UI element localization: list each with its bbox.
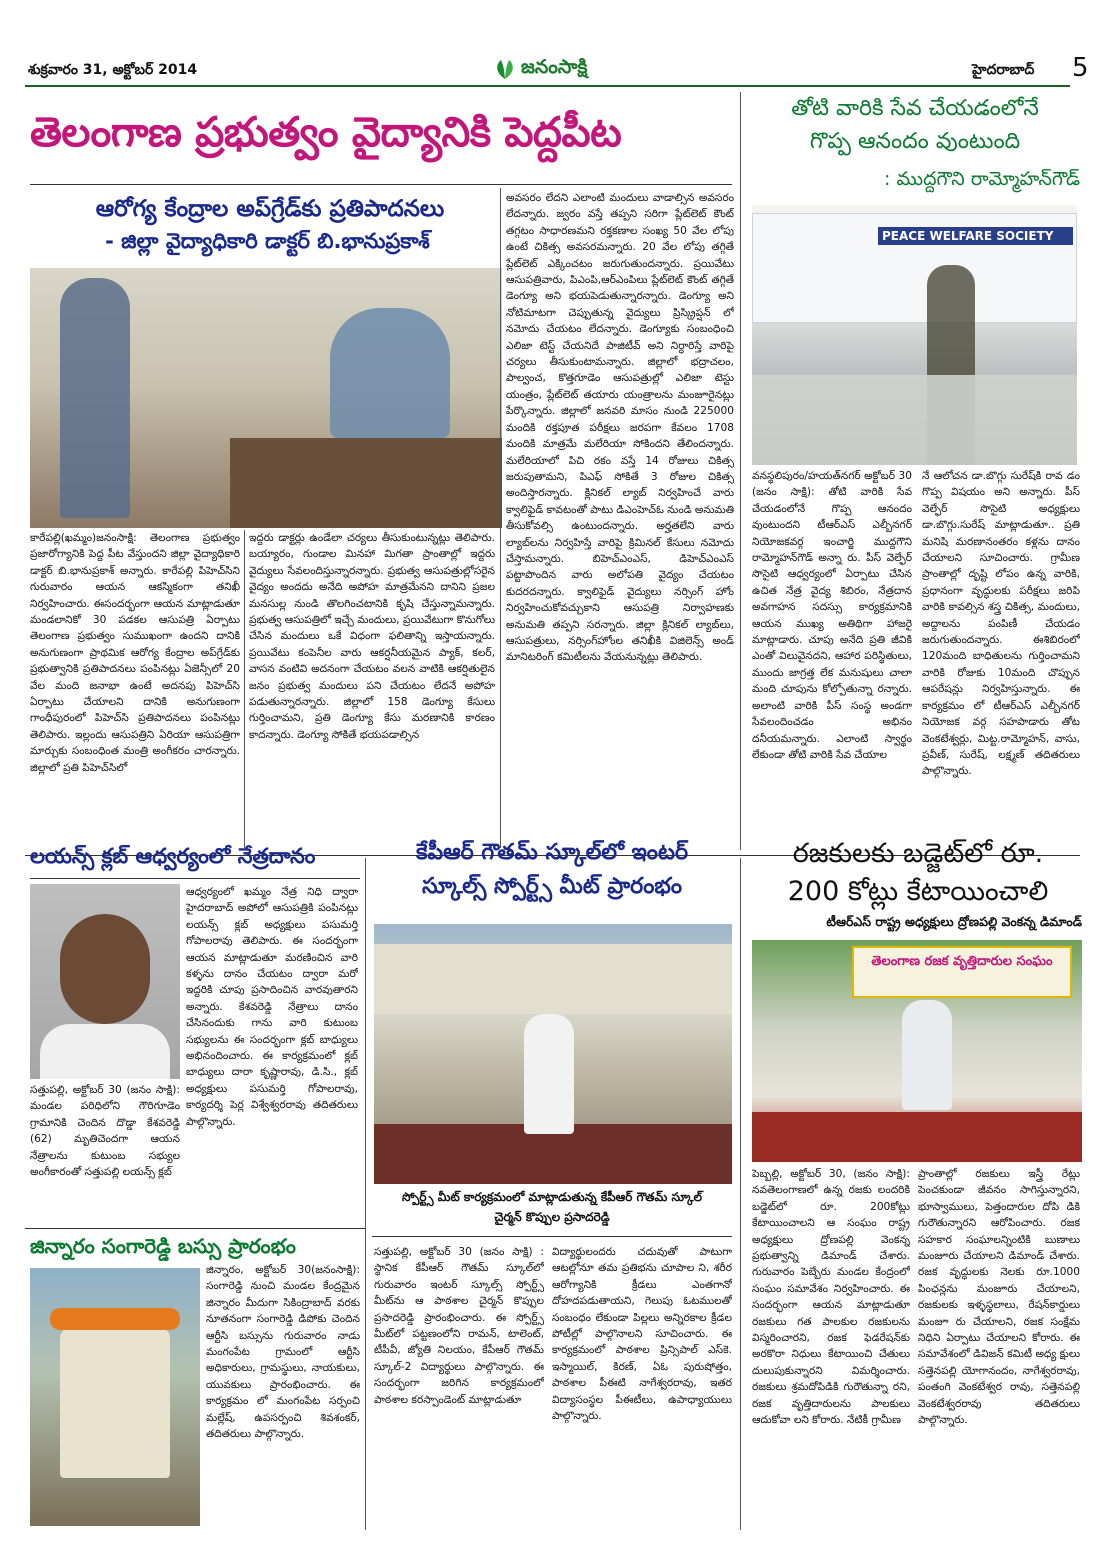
doctor-figure-seated: [330, 308, 450, 438]
chairman-figure: [524, 1014, 574, 1134]
col-divider: [740, 858, 741, 1530]
rajaka-body-right: ప్రాంతాల్లో రజకులు ఇస్త్రీ రేట్లు పెంచకుండా జీవనం సాగిస్తున్నారని, భూస్వాములు, పెత్తందారుల దోపి డికి గురౌతున్నారని ఆరోపించారు. రజక సహకార సంఘాలన్నింటికి బుణాలు మంజూరు చేయాలని డిమాండ్ చేశారు. రజక వృద్ధులకు నెలకు రూ.1000 పింఛన్లను మంజూరు చేయాలని, రజకులకు ఇళ్ళస్థలాలు, రేషన్‌కార్డులు మంజూ రు చేయాలని, రజక సంక్షేమ నిధిని ఏర్పాటు చేయాలని కోరారు. ఈ సమావేశంలో డివిజన్ కమిటీ అధ్య క్షులు సత్తెనపల్లి యోగానందం, నాగేశ్వరరావు, పంతంగి వెంకటేశ్వర రావు, సత్తెనపల్లి వెంకటేశ్వరరావు తదితరులు పాల్గొన్నారు.: [918, 1168, 1080, 1427]
lead-photo: [30, 268, 502, 528]
lead-subheadline-1: ఆరోగ్య కేంద్రాల అప్‌గ్రేడ్‌కు ప్రతిపాదనలు: [95, 196, 445, 222]
masthead-city: హైదరాబాద్: [972, 62, 1035, 78]
col-divider: [500, 188, 501, 848]
toti-banner-text: PEACE WELFARE SOCIETY: [878, 227, 1073, 245]
kpr-caption-1: స్పోర్ట్స్ మీట్ కార్యక్రమంలో మాట్లాడుతున్న కేపీఆర్ గౌతమ్ స్కూల్: [402, 1190, 702, 1204]
rajaka-headline-2: 200 కోట్లు కేటాయించాలి: [787, 876, 1049, 907]
portrait-face: [60, 914, 150, 1024]
toti-body-left: వనస్థలిపురం/హయత్‌నగర్ అక్టోబర్ 30 (జనం సాక్షి): తోటి వారికి సేవ చేయడంలోనే గొప్ప ఆనందం వుంటుందని టీఆర్ఎస్ ఎల్బీనగర్ నియోజకవర్గ ఇంచార్జి ముద్దగౌని రామ్మోహన్‌గౌడ్ అన్నా రు. పీస్ వెల్ఫేర్ సొసైటి ఆధ్వర్యంలో ఏర్పాటు చేసిన ఉచిత నేత్ర వైద్య శిబిరం, నేత్రదాన అవగాహన సదస్సు కార్యక్రమానికి ఆయన ముఖ్య అతిథిగా హాజరై మాట్లాడారు. చూపు అనేది ప్రతి జీవికి ఎంతో విలువైనదని, ఆహార పరిస్థితులు, ముందు జాగ్రత్త లేక మనుషులు చాలా మంది చూపును కోల్పోతున్నా రన్నారు. అలాంటి వారికి పీస్ సంస్థ అండగా సేవలందించడం అభినం దనీయమన్నారు. ఎలాంటి స్వార్థం లేకుండా తోటి వారికి సేవ చేయాల: [752, 470, 912, 761]
lead-body-right: అవసరం లేదని ఎలాంటి మందులు వాడాల్సిన అవసరం లేదన్నారు. జ్వరం వస్తే తప్పని సరిగా ప్లేట్‌లెట్ కౌంట్ తగ్గటం సాధారణమని రక్తకణాల సంఖ్య 50 వేల లోపు ఉంటే చికిత్స అవసరమన్నారు. 20 వేల లోపు తగ్గితే ప్లేట్‌లెట్ ఎక్కించటం జరుగుతుందన్నారు. ప్రయివేటు ఆసుపత్రివారు, పిఎంపి,ఆర్ఎంపిలు ప్లేట్‌లెట్ కౌంట్ తగ్గితే డెంగ్యూ అని భయపెడుతున్నారన్నారు. డెంగ్యూ అని నోటిమాటగా చెప్పుతున్న వైద్యులు ప్రిస్క్రిప్షన్ లో నమోదు చేయటం లేదన్నారు. డెంగ్యూకు సంబంధించి ఎలిజా టెస్ట్ చేయనిదే పాజిటీవ్ అని నిర్ధారిస్తే వారిపై చర్యలు తీసుకుంటామన్నారు. జిల్లాలో భద్రాచలం, పాల్వంచ, కొత్తగూడెం ఆసుపత్రుల్లో ఎలిజా టెస్టు యంత్రం, ప్లేట్‌లెట్ తయారు యంత్రాలను మంజూరైనట్లు పేర్కొన్నారు. జిల్లాలో జనవరి మాసం నుండి 225000 మందికి రక్తపూత పరీక్షలు జరపగా కేవలం 1708 మందికి మాత్రమే మలేరియా సోకిందని తేలిందన్నారు. మలేరియాలో పిచి రకం వస్తే 14 రోజులు చికిత్స జరుపుతామని, పిఎఫ్ సోకితే 3 రోజుల చికిత్స అందిస్తారన్నారు. క్లినికల్ ల్యాబ్ నిర్వహించే వారు క్వాలిఫైడ్ కావటంతో పాటు డిఎంహెచ్ఓ నుండి అనుమతి తీసుకోవల్సి ఉంటుందన్నారు. అర్హతలేని వారు ల్యాబ్‌లను నిర్వహిస్తే వారిపై క్రిమినల్ కేసులు నమోదు చేస్తామన్నారు. బిహెచ్ఎంఎస్, డిహెచ్ఎంఎస్ పట్టాపొందిన వారు అలోపతి వైద్యం చేయటం కుదరదన్నారు. క్వాలిఫైడ్ వైద్యులు నర్సింగ్ హోం నిర్వహించుకోవచ్చుకాని ఆసుపత్రి నిర్వాహణకు అనుమతి తప్పని సరన్నారు. జిల్లా క్లినికల్ ల్యాబ్‌లు, ఆసుపత్రులు, నర్సింగ్‌హోంల తనిఖీకి విజిలెన్స్ అండ్ మానిటరింగ్ కమిటీలను వేయనున్నట్లు తెలిపారు.: [506, 192, 734, 664]
col-divider: [740, 92, 741, 850]
portrait-shirt: [40, 1024, 170, 1079]
rajaka-body-left: పెబ్బల్లి, అక్టోబర్ 30, (జనం సాక్షి): నవతెలంగాణలో ఉన్న రజకు లందరికి బడ్జెట్‌లో రూ. 200కోట్లు కేటాయించాలని ఆ సంఘం రాష్ట్ర అధ్యక్షులు ద్రోణపల్లి వెంకన్న ప్రభుత్వాన్ని డిమాండ్ చేశారు. గురువారం పెబ్బేరు మండల కేంద్రంలో సంఘం సమావేశం నిర్వహించారు. ఈ సందర్భంగా ఆయన మాట్లాడుతూ రజకులు గత పాలకుల రజకులను విస్మరించారని, రజక ఫెడరేషన్‌కు అరకొరా నిధులు కేటాయించి చేతులు దులుపుకున్నారని విమర్శించారు. రజకులు శ్రమదోపిడికి గురౌతున్నా రని, రజక వృత్తిదారులను పాలకులు ఆదుకోవా లని కోరారు. నేటికీ గ్రామీణ: [752, 1168, 910, 1427]
col-divider: [365, 858, 366, 1530]
page-number: 5: [1072, 53, 1089, 83]
section-rule: [25, 1228, 365, 1229]
kpr-headline-2: స్కూల్స్ స్పోర్ట్స్ మీట్ ప్రారంభం: [421, 874, 683, 899]
lions-body-right: ఆధ్వర్యంలో ఖమ్మం నేత్ర నిధి ద్వారా హైదరాబాద్ అపోలో ఆసుపత్రికి పంపినట్లు లయన్స్ క్లబ్ అధ్యక్షులు పసుమర్తి గోపాలరావు తెలిపారు. ఈ సందర్భంగా ఆయన మాట్లాడుతూ మరణించిన వారి కళ్ళను దానం చేయటం ద్వారా మరో ఇద్దరికి చూపు ప్రసాదించిన వారవుతారని అన్నారు. కేశవరెడ్డి నేత్రాలు దానం చేసినందుకు గాను వారి కుటుంబ సభ్యులను ఈ సందర్భంగా క్లబ్ బాధ్యులు అభినందించారు. ఈ కార్యక్రమంలో క్లబ్ బాధ్యులు దారా కృష్ణారావు, డి.సి., క్లబ్ అధ్యక్షులు పసుమర్తి గోపాలరావు, కార్యదర్శి పెర్ల విశ్వేశ్వరరావు తదితరులు పాల్గొన్నారు.: [186, 886, 358, 1128]
lead-subheadline-2: - జిల్లా వైద్యాధికారి డాక్టర్ బి.భానుప్రకాశ్: [105, 229, 430, 253]
kpr-rule: [372, 1236, 732, 1237]
doctor-figure-standing: [60, 278, 130, 518]
jinnaram-body: జిన్నారం, అక్టోబర్ 30(జనంసాక్షి): సంగారెడ్డి నుంచి మండల కేంద్రమైన జిన్నారం మీదుగా సికింద్రాబాద్ వరకు నూతనంగా సంగారెడ్డి డిపోకు చెందిన ఆర్టీసి బస్సును గురువారం నాడు మంగంపేట గ్రామంలో ఆర్టీసి అధికారులు, గ్రామస్థులు, నాయకులు, యువకులు ప్రారంభించారు. ఈ కార్యక్రమం లో మంగంపేట సర్పంచి మల్లేష్, ఉపసర్పంచి శివశంకర్, తదితరులు పాల్గొన్నారు.: [206, 1264, 360, 1441]
lions-rule: [30, 878, 360, 879]
kpr-body-right: విద్యార్థులందరు చదువుతో పాటుగా ఆటల్లోనూ తమ ప్రతిభను చూపాల ని, శరీర ఆరోగ్యానికి క్రీడలు ఎంతగానో దోహదపడుతాయని, గెలుపు ఓటములతో సంబంధం లేకుండా పిల్లలు అన్నిరకాల క్రీడల పోటీల్లో పాల్గొనాలని సూచించారు. ఈ కార్యక్రమంలో పాఠశాల ప్రిన్సిపాల్ ఎస్‌కె. ఇస్మాయిల్, కిరణ్, ఏఓ పురుషోత్తం, పాఠశాల పీఈటి నాగేశ్వరరావు, ఇతర విద్యాసంస్థల పీఈటీలు, ఉపాధ్యాయులు పాల్గొన్నారు.: [552, 1246, 732, 1423]
kpr-body-left: సత్తుపల్లి, అక్టోబర్ 30 (జనం సాక్షి) : స్థానిక కేపీఆర్ గౌతమ్ స్కూల్‌లో గురువారం ఇంటర్ స్కూల్స్ స్పోర్ట్స్ మీట్‌ను ఆ పాఠశాల చైర్మన్ కొప్పుల ప్రసాదరెడ్డి ప్రారంభించారు. ఈ స్పోర్ట్స్ మీట్‌లో పట్టణంలోని రామన్, టాలెంట్, టీపీవీ, జ్యోతి నిలయం, కేపీఆర్ గౌతమ్ స్కూల్-2 విద్యార్థులు పాల్గొన్నారు. ఈ సందర్భంగా జరిగిన కార్యక్రమంలో పాఠశాల కరస్పాండెంట్ మాట్లాడుతూ: [374, 1246, 544, 1406]
rajaka-speaker: [902, 1000, 952, 1110]
school-building: [374, 944, 732, 1014]
toti-body-right: నే ఆలోచన డా.బొగ్గు సురేష్‌కి రావ డం గొప్ప విషయం అని అన్నారు. పీస్ వెల్ఫేర్ సొసైటి అధ్యక్షులు డా.బొగ్గు.సురేష్ మాట్లాడుతూ.. ప్రతి మనిషి మరణానంతరం కళ్లను దానం చేయాలని సూచించారు. గ్రామీణ ప్రాంతాల్లో దృష్టి లోపం ఉన్న వారికి, ప్రధానంగా వృద్ధులకు పరీక్షలు జరిపి వారికి కావల్సిన శస్త్ర చికిత్స, మందులు, అద్దాలను పంపిణీ చేయడం జరుగుతుందన్నారు. ఈశిబిరంలో 120మంది బాధితులను గుర్తించామని వారికి రోజుకు 10మంది చొప్పున ఆపరేషన్లు నిర్వహిస్తున్నారు. ఈ కార్యక్రమం లో టీఆర్ఎస్ ఎల్బీనగర్ నియోజక వర్గ సహపాడారు తోట వెంకటేశ్వర్లు, మిట్ట.రామ్మోహన్, వాసు, ప్రవీణ్, సురేష్, లక్ష్మణ్ తదితరులు పాల్గొన్నారు.: [922, 470, 1080, 778]
lions-photo: [30, 884, 180, 1079]
kpr-photo: [374, 924, 732, 1184]
rajaka-headline-1: రజకులకు బడ్జెట్‌లో రూ.: [792, 838, 1044, 869]
lions-body-left: సత్తుపల్లి, అక్టోబర్ 30 (జనం సాక్షి): మండల పరిధిలోని గౌరిగూడెం గ్రామానికి చెందిన దొడ్డా కేశవరెడ్డి (62) మృతిచెందగా ఆయన నేత్రాలను కుటుంబ సభ్యుల అంగీకారంతో సత్తుపల్లి లయన్స్ క్లబ్: [30, 1084, 180, 1179]
jinnaram-headline: జిన్నారం సంగారెడ్డి బస్సు ప్రారంభం: [30, 1234, 296, 1258]
audience: [752, 375, 1077, 465]
masthead-date: శుక్రవారం 31, అక్టోబర్ 2014: [28, 62, 198, 78]
logo-leaf-icon: [492, 57, 518, 81]
masthead-rule: [25, 85, 1070, 87]
toti-headline-1: తోటి వారికి సేవ చేయడంలోనే: [791, 96, 1039, 121]
rajaka-byline: టీఆర్ఎస్ రాష్ట్ర అధ్యక్షులు ద్రోణపల్లి వెంకన్న డిమాండ్: [826, 914, 1082, 929]
col-divider: [244, 530, 245, 848]
toti-photo: [752, 205, 1077, 465]
masthead: [0, 0, 1100, 88]
lions-headline: లయన్స్ క్లబ్ ఆధ్వర్యంలో నేత్రదానం: [30, 844, 316, 868]
rajaka-table: [752, 1112, 1082, 1162]
lead-headline: తెలంగాణ ప్రభుత్వం వైద్యానికి పెద్దపీట: [30, 108, 622, 156]
lead-rule: [30, 184, 732, 185]
rajaka-banner-text: తెలంగాణ రజక వృత్తిదారుల సంఘం: [871, 954, 1053, 969]
lead-body-mid: ఇద్దరు డాక్టర్లు ఉండేలా చర్యలు తీసుకుంటున్నట్లు తెలిపారు. బయ్యారం, గుండాల మినహా మిగతా ప్రాంతాల్లో ఇద్దరు వైద్యులు సేవలందిస్తున్నారన్నారు. ప్రభుత్వ ఆసుపత్రుల్లోసరైన వైద్యం అందదు అనేది అపోహ మాత్రమేనని దానిని ప్రజల మనసుల్ల నుండి తొలగించటానికి కృషి చేస్తున్నామన్నారు. ప్రభుత్వ ఆసుపత్రిలో ఇచ్చే మందులు, ప్రయివేటుగా కొనుగోలు చేసిన మందులు ఒకే విధంగా ఫలితాన్ని ఇస్తాయన్నారు. ప్రయివేటు కంపెనీల వారు ఆకర్షనీయమైన ప్యాక్, కలర్, వాసన వంటివి అదనంగా చేయటం వలన వాటికి ఆకర్షితులైన జనం ప్రభుత్వ మందులు పని చేయటం లేదనే అపోహ పడుతున్నారన్నారు. జిల్లాలో 158 డెంగ్యూ కేసులు గుర్తించామని, ప్రతి డెంగ్యూ కేసు మరణానికి కారణం కాదన్నారు. డెంగ్యూ సోకితే భయపడాల్సిన: [249, 532, 495, 741]
kpr-headline-1: కేపీఆర్ గౌతమ్ స్కూల్‌లో ఇంటర్: [416, 840, 688, 865]
lead-body-left: కారేపల్లి(ఖమ్మం)జనంసాక్షి: తెలంగాణ ప్రభుత్వం ప్రజారోగ్యానికి పెద్ద పీట వేస్తుందని జిల్లా వైద్యాధికారి డాక్టర్ బి.భానుప్రకాశ్ అన్నారు. కారేపల్లి పిహెచ్‌సిని గురువారం ఆయన ఆకస్మికంగా తనిఖీ నిర్వహించారు. ఈసందర్భంగా ఆయన మాట్లాడుతూ మండలానికో 30 పడకల ఆసుపత్రి ఏర్పాటు తెలంగాణ ప్రభుత్వం సుముఖంగా ఉందని దానికి అనుగుణంగా ప్రాథమిక ఆరోగ్య కేంద్రాల అప్‌గ్రేడ్‌కు ప్రభుత్వానికి ప్రతిపాదనలు పంపినట్లు ఏజెన్సీలో 20 వేల మంది జనాభా ఉంటే అదనపు పిహెచ్‌సి ఏర్పాటు చేయాలని దానికి అనుగుణంగా గాంధీపురంలో పిహెచ్‌సి ప్రతిపాదనలు పంపినట్లు తెలిపారు. ఇల్లందు ఆసుపత్రిని ఏరియా ఆసుపత్రిగా మార్చుకు సంబంధింత మంత్రి అంగీకరం చారన్నారు. జిల్లాలో ప్రతి పిహెచ్‌సిలో: [30, 532, 240, 774]
paper-name: జనంసాక్షి: [521, 55, 588, 78]
rajaka-photo: [752, 940, 1082, 1162]
paper-logo: [492, 55, 632, 83]
desk: [230, 438, 502, 528]
toti-headline-2: గొప్ప ఆనందం వుంటుంది: [809, 129, 1021, 154]
toti-byline: : ముద్దగౌని రామ్మోహన్‌గౌడ్: [884, 168, 1080, 190]
kpr-caption-2: చైర్మన్ కొప్పుల ప్రసాదరెడ్డి: [494, 1210, 610, 1224]
